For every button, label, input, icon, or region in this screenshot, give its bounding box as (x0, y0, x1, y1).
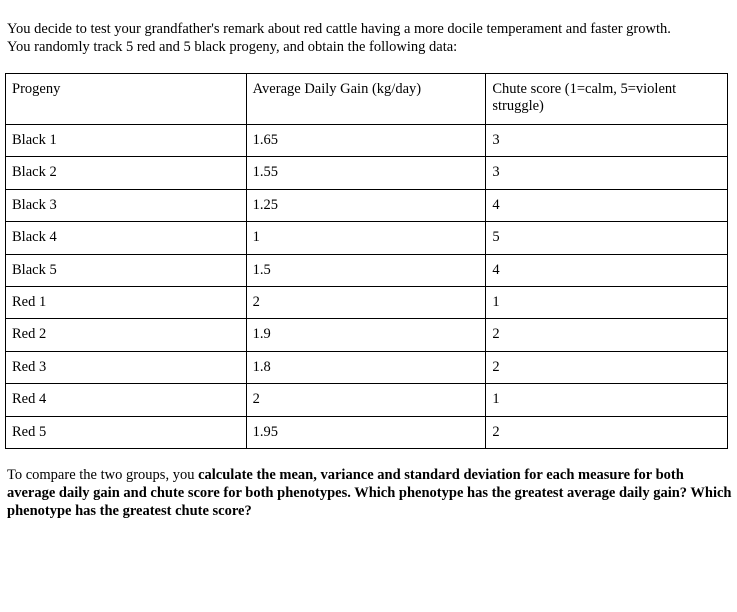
cell-chute: 2 (486, 416, 728, 448)
cell-progeny: Black 2 (6, 157, 247, 189)
cell-chute: 3 (486, 157, 728, 189)
cell-chute: 1 (486, 384, 728, 416)
cell-chute: 4 (486, 189, 728, 221)
cell-gain: 1.95 (246, 416, 486, 448)
table-row (6, 222, 728, 254)
cell-progeny: Black 4 (6, 222, 247, 254)
question-text (7, 466, 732, 520)
cell-progeny: Red 4 (6, 384, 247, 416)
cell-gain: 2 (246, 384, 486, 416)
cell-gain: 1.8 (246, 351, 486, 383)
table-header-row (6, 74, 728, 125)
cell-progeny: Black 1 (6, 125, 247, 157)
cell-progeny: Black 3 (6, 189, 247, 221)
table-row (6, 319, 728, 351)
cell-progeny: Red 3 (6, 351, 247, 383)
cell-progeny: Black 5 (6, 254, 247, 286)
table-row (6, 157, 728, 189)
cell-gain: 1.55 (246, 157, 486, 189)
cell-gain: 1.9 (246, 319, 486, 351)
cell-chute: 2 (486, 351, 728, 383)
intro-line-1: You decide to test your grandfather's remark about red cattle having a more docile temperament and faster growth. (7, 21, 671, 37)
cell-chute: 4 (486, 254, 728, 286)
cell-gain: 1 (246, 222, 486, 254)
cell-progeny: Red 1 (6, 286, 247, 318)
cell-gain: 1.65 (246, 125, 486, 157)
table-row (6, 416, 728, 448)
cell-gain: 2 (246, 286, 486, 318)
intro-line-2: You randomly track 5 red and 5 black progeny, and obtain the following data: (7, 39, 458, 55)
intro-text (7, 20, 732, 56)
header-chute-score: Chute score (1=calm, 5=violent struggle) (486, 74, 728, 125)
cell-gain: 1.5 (246, 254, 486, 286)
question-bold: calculate the mean, variance and standard deviation for each measure for both average daily gain and chute score for both phenotypes. Which phenotype has the greatest average daily gain? Which phenotype has the greatest chute score? (7, 467, 732, 519)
cell-gain: 1.25 (246, 189, 486, 221)
question-paragraph (7, 466, 732, 520)
cell-chute: 2 (486, 319, 728, 351)
table-row (6, 384, 728, 416)
header-average-daily-gain: Average Daily Gain (kg/day) (246, 74, 486, 125)
table-row (6, 125, 728, 157)
cell-chute: 3 (486, 125, 728, 157)
table-row (6, 286, 728, 318)
table-row (6, 254, 728, 286)
data-table (5, 73, 728, 449)
cell-progeny: Red 5 (6, 416, 247, 448)
cell-progeny: Red 2 (6, 319, 247, 351)
question-plain: To compare the two groups, you (7, 467, 199, 483)
header-progeny: Progeny (6, 74, 247, 125)
table-row (6, 189, 728, 221)
table-row (6, 351, 728, 383)
cell-chute: 5 (486, 222, 728, 254)
cell-chute: 1 (486, 286, 728, 318)
